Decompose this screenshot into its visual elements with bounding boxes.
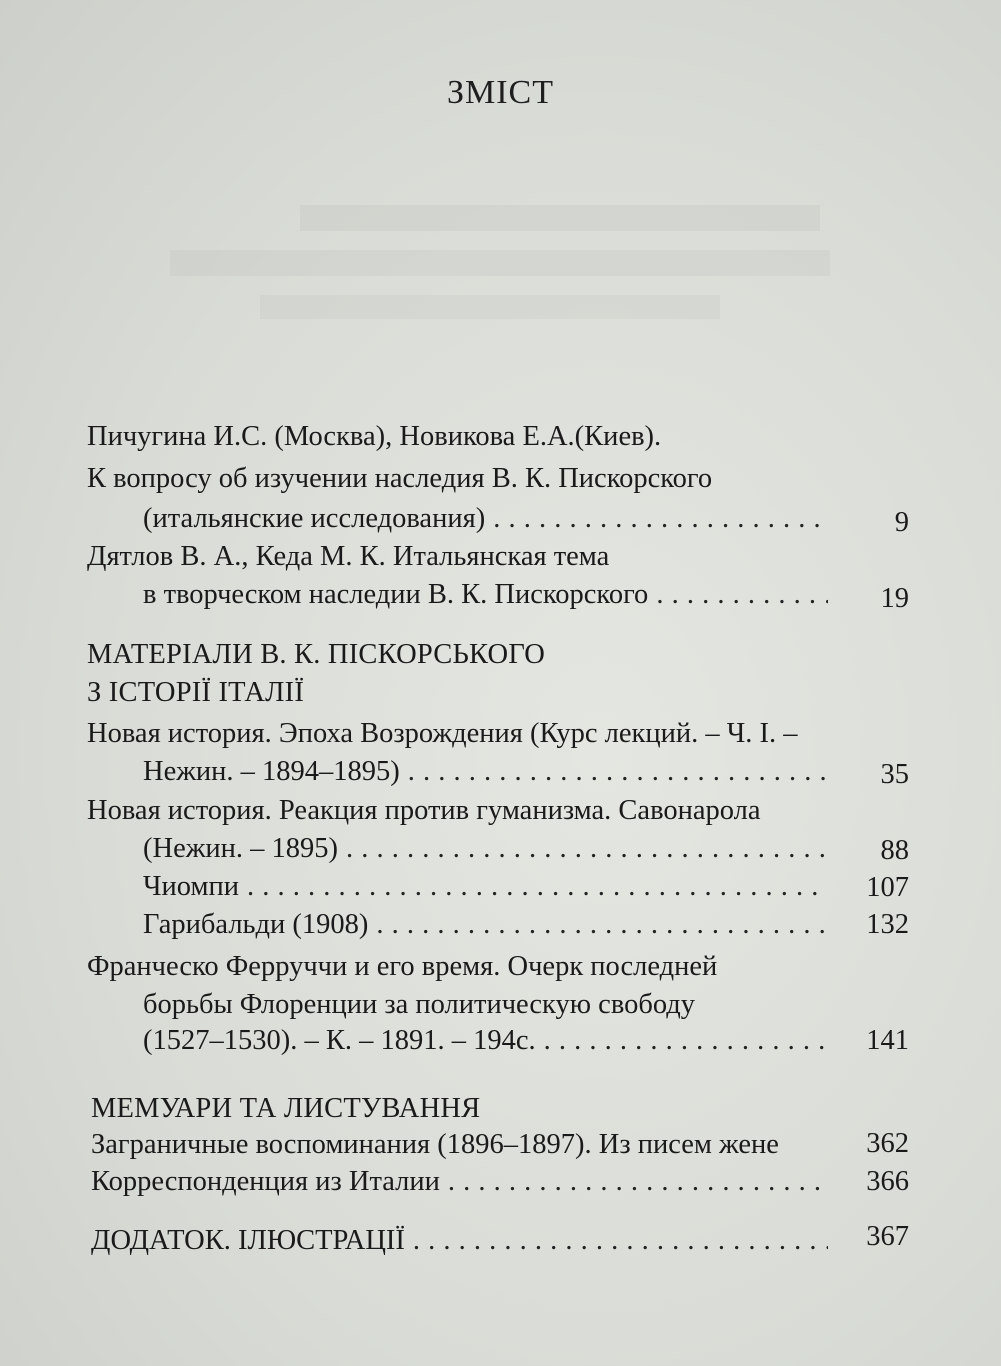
toc-page-number: 366: [866, 1166, 909, 1197]
dot-leader: [485, 502, 828, 536]
toc-entry-last-line: [143, 832, 828, 866]
toc-entry-text: Гарибальди (1908): [143, 909, 369, 940]
dot-leader: [440, 1165, 828, 1199]
toc-appendix-line: [91, 1224, 828, 1258]
page-title: ЗМІСТ: [446, 74, 555, 111]
toc-entry-line: Новая история. Эпоха Возрождения (Курс лекций. – Ч. І. –: [87, 718, 798, 749]
toc-entry-line: борьбы Флоренции за политическую свободу: [143, 989, 696, 1020]
toc-page-number: 107: [866, 872, 909, 903]
show-through-shadow: [170, 250, 830, 276]
toc-entry-text: Чиомпи: [143, 871, 240, 902]
toc-entry-text: (итальянские исследования): [143, 503, 486, 534]
toc-entry-last-line: [143, 755, 828, 789]
dot-leader: [400, 755, 828, 789]
show-through-shadow: [300, 205, 820, 231]
toc-entry-line: Франческо Ферруччи и его время. Очерк последней: [87, 951, 718, 982]
dot-leader: [338, 832, 828, 866]
toc-page-number: 132: [866, 909, 909, 940]
toc-entry-last-line: [143, 870, 828, 904]
toc-entry-line: Новая история. Реакция против гуманизма. Савонарола: [87, 795, 761, 826]
toc-page-number: 19: [880, 583, 909, 614]
toc-entry-last-line: [143, 908, 828, 942]
toc-page-number: 367: [866, 1221, 909, 1252]
toc-entry-text: Корреспонденция из Италии: [91, 1166, 440, 1197]
section-heading: МАТЕРІАЛИ В. К. ПІСКОРСЬКОГО: [87, 639, 546, 670]
toc-entry-line: К вопросу об изучении наследия В. К. Пискорского: [87, 463, 713, 494]
toc-page-number: 88: [880, 835, 909, 866]
toc-entry-text: ДОДАТОК. ІЛЮСТРАЦІЇ: [91, 1225, 405, 1256]
toc-entry-text: (Нежин. – 1895): [143, 833, 339, 864]
toc-page-number: 141: [866, 1025, 909, 1056]
toc-entry-last-line: [143, 502, 828, 536]
toc-page-number: 35: [880, 759, 909, 790]
show-through-shadow: [260, 295, 720, 319]
dot-leader: [536, 1024, 828, 1058]
toc-entry-text: Нежин. – 1894–1895): [143, 756, 400, 787]
toc-entry-line: Пичугина И.С. (Москва), Новикова Е.А.(Киев).: [87, 421, 662, 452]
toc-entry-text: (1527–1530). – К. – 1891. – 194с.: [143, 1025, 536, 1056]
toc-page-number: 362: [866, 1128, 909, 1159]
toc-entry-line: Дятлов В. А., Кеда М. К. Итальянская тема: [87, 541, 610, 572]
dot-leader: [648, 578, 828, 612]
dot-leader: [239, 870, 828, 904]
dot-leader: [368, 908, 828, 942]
toc-entry-last-line: [143, 1024, 828, 1058]
section-heading: МЕМУАРИ ТА ЛИСТУВАННЯ: [91, 1093, 481, 1124]
section-heading: З ІСТОРІЇ ІТАЛІЇ: [87, 677, 305, 708]
toc-entry-text: в творческом наследии В. К. Пискорского: [143, 579, 649, 610]
toc-page-number: 9: [894, 507, 909, 538]
toc-entry-line: Заграничные воспоминания (1896–1897). Из писем жене: [91, 1129, 779, 1160]
toc-entry-last-line: [143, 578, 828, 612]
dot-leader: [405, 1224, 828, 1258]
toc-entry-last-line: [91, 1165, 828, 1199]
